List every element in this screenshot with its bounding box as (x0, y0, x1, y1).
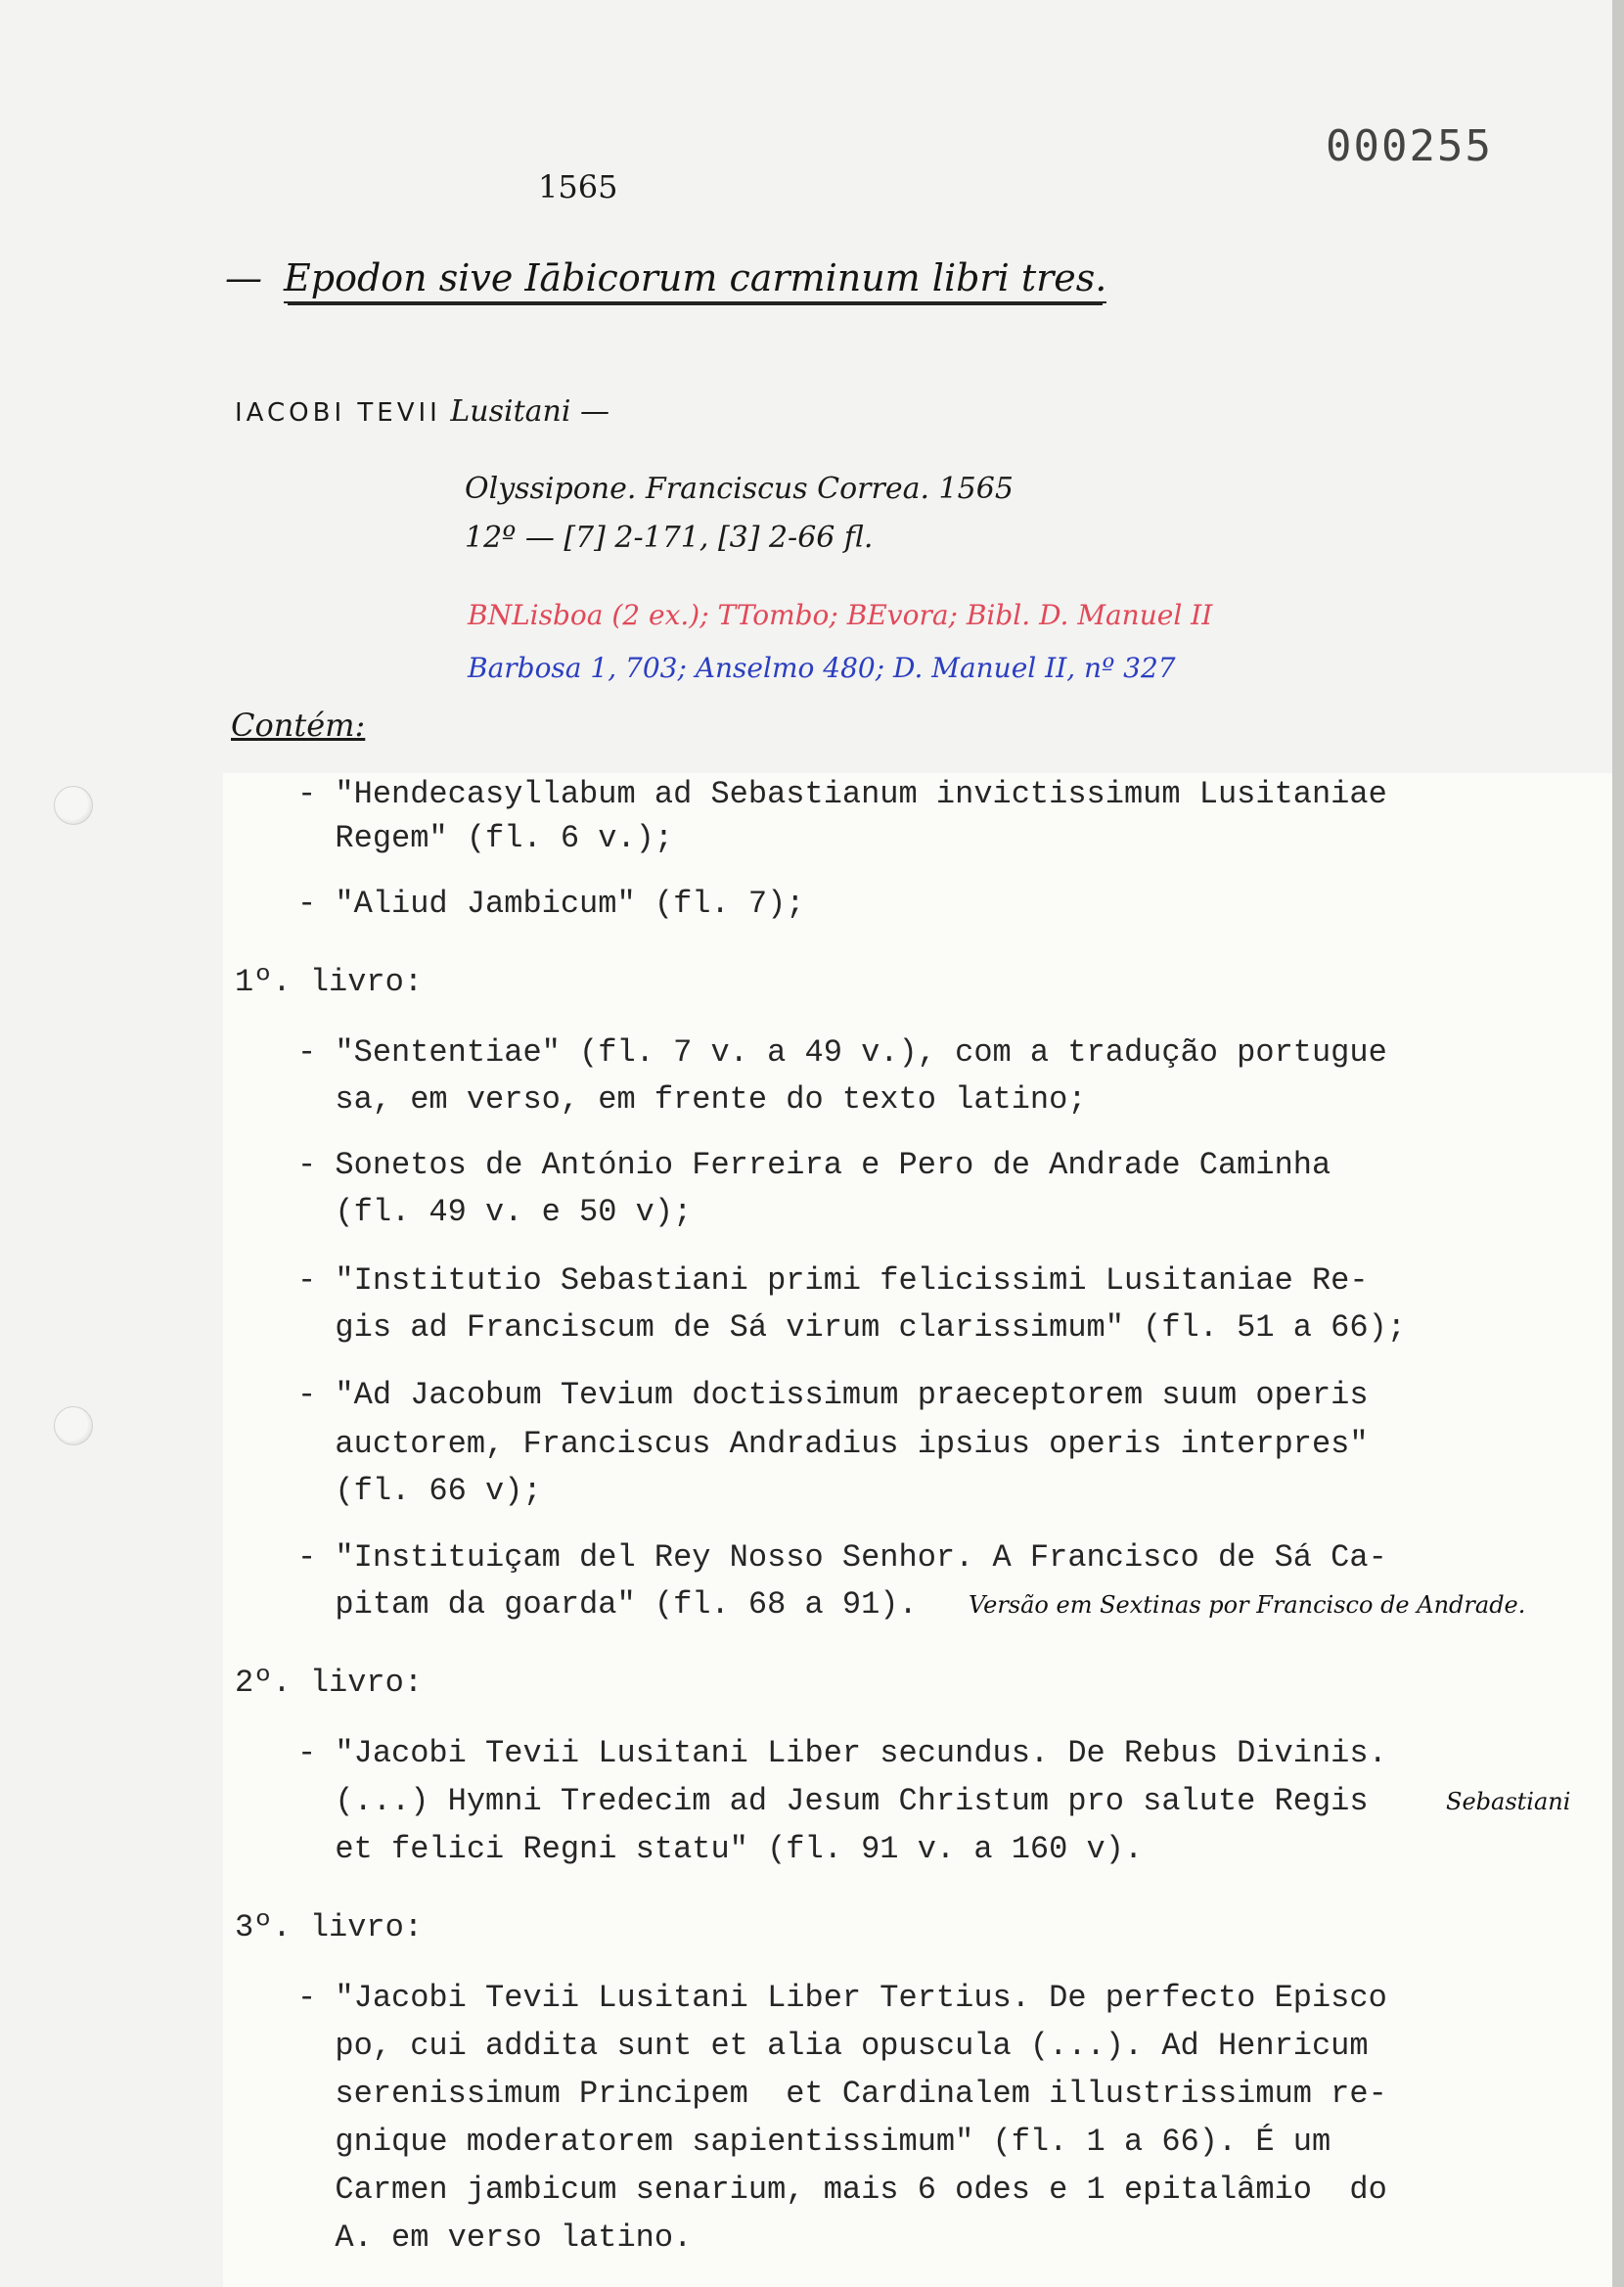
section-heading: 2º. livro: (235, 1665, 424, 1701)
typed-line: - "Jacobi Tevii Lusitani Liber Tertius. De perfecto Episco (297, 1980, 1387, 2016)
year-heading: 1565 (538, 168, 618, 206)
typed-line: gis ad Franciscum de Sá virum clarissimum" (fl. 51 a 66); (297, 1309, 1406, 1346)
section-heading: 3º. livro: (235, 1909, 424, 1945)
archive-stamp-number: 000255 (1326, 121, 1493, 171)
typed-line: gnique moderatorem sapientissimum" (fl. 1 a 66). É um (297, 2124, 1331, 2160)
handwritten-note-sebastiani: Sebastiani (1446, 1788, 1571, 1815)
typed-line: Regem" (fl. 6 v.); (297, 820, 674, 856)
bibliographic-references: Barbosa 1, 703; Anselmo 480; D. Manuel II, nº 327 (468, 652, 1176, 684)
book-title: Epodon sive Iābicorum carminum libri tres. (284, 256, 1106, 303)
typed-line: - "Hendecasyllabum ad Sebastianum invictissimum Lusitaniae (297, 776, 1387, 812)
typed-line: sa, em verso, em frente do texto latino; (297, 1081, 1087, 1118)
typed-line: auctorem, Franciscus Andradius ipsius operis interpres" (297, 1426, 1369, 1462)
punch-hole-icon (54, 1406, 93, 1445)
typed-line: A. em verso latino. (297, 2219, 693, 2256)
typed-line: (...) Hymni Tredecim ad Jesum Christum pro salute Regis (297, 1783, 1369, 1819)
typed-line: - "Jacobi Tevii Lusitani Liber secundus. De Rebus Divinis. (297, 1735, 1387, 1771)
typed-line: - "Sententiae" (fl. 7 v. a 49 v.), com a tradução portugue (297, 1034, 1387, 1071)
typed-line: - "Ad Jacobum Tevium doctissimum praeceptorem suum operis (297, 1377, 1369, 1413)
imprint-line-2: 12º — [7] 2-171, [3] 2-66 fl. (465, 521, 874, 555)
library-locations: BNLisboa (2 ex.); TTombo; BEvora; Bibl. D. Manuel II (468, 599, 1213, 631)
typed-line: - "Instituiçam del Rey Nosso Senhor. A Francisco de Sá Ca- (297, 1539, 1387, 1576)
typed-line: pitam da goarda" (fl. 68 a 91). (297, 1586, 918, 1623)
author-name: IACOBI TEVII (235, 398, 441, 428)
typed-line: po, cui addita sunt et alia opuscula (...). Ad Henricum (297, 2028, 1369, 2064)
typed-line: - "Aliud Jambicum" (fl. 7); (297, 886, 805, 922)
typed-line: (fl. 49 v. e 50 v); (297, 1194, 693, 1230)
typed-line: Carmen jambicum senarium, mais 6 odes e 1 epitalâmio do (297, 2172, 1387, 2208)
title-dash: — (225, 256, 262, 299)
imprint-line-1: Olyssipone. Franciscus Correa. 1565 (465, 472, 1014, 506)
contents-label: Contém: (231, 707, 366, 744)
typed-line: - Sonetos de António Ferreira e Pero de Andrade Caminha (297, 1147, 1331, 1183)
typed-line: serenissimum Principem et Cardinalem illustrissimum re- (297, 2076, 1387, 2112)
author-line (235, 394, 609, 429)
typed-line: (fl. 66 v); (297, 1473, 542, 1509)
handwritten-note-versao: Versão em Sextinas por Francisco de Andrade. (969, 1591, 1526, 1619)
author-origin: Lusitani — (450, 394, 610, 429)
typed-line: et felici Regni statu" (fl. 91 v. a 160 v). (297, 1831, 1144, 1867)
punch-hole-icon (54, 786, 93, 825)
section-heading: 1º. livro: (235, 964, 424, 1000)
title-line (225, 256, 1106, 299)
typed-line: - "Institutio Sebastiani primi felicissimi Lusitaniae Re- (297, 1262, 1369, 1299)
